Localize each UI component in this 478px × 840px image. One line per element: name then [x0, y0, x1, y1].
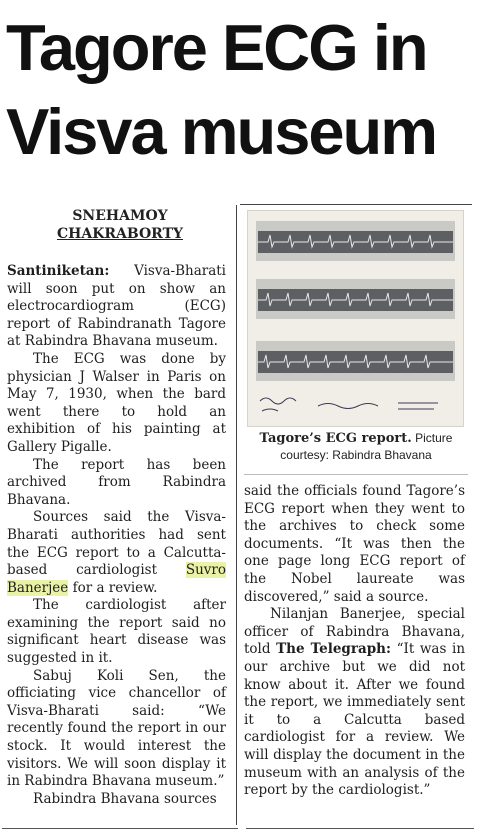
- byline-first-name: SNEHAMOY: [72, 208, 168, 224]
- byline-last-name: CHAKRABORTY: [57, 226, 183, 242]
- dateline: Santiniketan:: [7, 263, 110, 279]
- article-column-left: [7, 263, 226, 808]
- byline: [30, 207, 210, 243]
- paragraph: [244, 606, 465, 800]
- caption-credit: Picture courtesy: Rabindra Bhavana: [280, 431, 453, 462]
- column-divider: [236, 205, 237, 825]
- headline: [6, 6, 474, 174]
- article-column-right: [244, 483, 465, 800]
- ecg-report-image: [248, 211, 463, 426]
- text-run: “It was in our archive but we did not know about it. After we found the report, we immediately sent it to a Calcutta based cardiologist for a review. We will display the document in the museum with an analysis of the report by the cardiologist.”: [244, 641, 466, 799]
- figure-caption: [244, 430, 468, 464]
- paragraph: Rabindra Bhavana sources: [33, 790, 217, 807]
- text-run: Nilanjan Banerjee, special officer of Rabindra Bhavana, told: [244, 606, 465, 658]
- paragraph: The cardiologist after examining the report said no significant heart disease was suggested in it.: [7, 597, 226, 667]
- bottom-rule-left: [2, 828, 238, 829]
- text-run: Sources said the Visva-Bharati authorities had sent the ECG report to a Calcutta-based cardiologist: [7, 509, 226, 579]
- headline-line-1: Tagore ECG in: [6, 11, 427, 84]
- highlighted-name: Suvro Banerjee: [7, 562, 226, 596]
- lead-text: Visva-Bharati will soon put on show an electrocardiogram (ECG) report of Rabindranath Tagore at Rabindra Bhavana museum.: [7, 263, 226, 350]
- paragraph: Sabuj Koli Sen, the officiating vice chancellor of Visva-Bharati said: “We recently found the report in our stock. It would interest the visitors. We will soon display it in Rabindra Bhavana museum.”: [7, 667, 226, 790]
- paragraph-lead: [7, 263, 226, 351]
- caption-title: Tagore’s ECG report.: [259, 431, 412, 446]
- publication-name: The Telegraph:: [276, 641, 391, 658]
- paragraph: said the officials found Tagore’s ECG report when they went to the archives to check some documents. “It was then the one page long ECG report of the Nobel laureate was discovered,” said a source.: [244, 483, 465, 605]
- headline-line-2: Visva museum: [6, 95, 437, 168]
- paragraph: The ECG was done by physician J Walser in Paris on May 7, 1930, when the bard went there to hold an exhibition of his painting at Gallery Pigalle.: [7, 350, 226, 455]
- ecg-report-photo: [247, 210, 464, 427]
- bottom-rule-right: [246, 828, 474, 829]
- paragraph: [7, 509, 226, 597]
- figure-top-rule: [240, 204, 472, 205]
- caption-rule: [244, 474, 468, 475]
- text-run: for a review.: [68, 579, 158, 596]
- paragraph: The report has been archived from Rabindra Bhavana.: [7, 456, 226, 508]
